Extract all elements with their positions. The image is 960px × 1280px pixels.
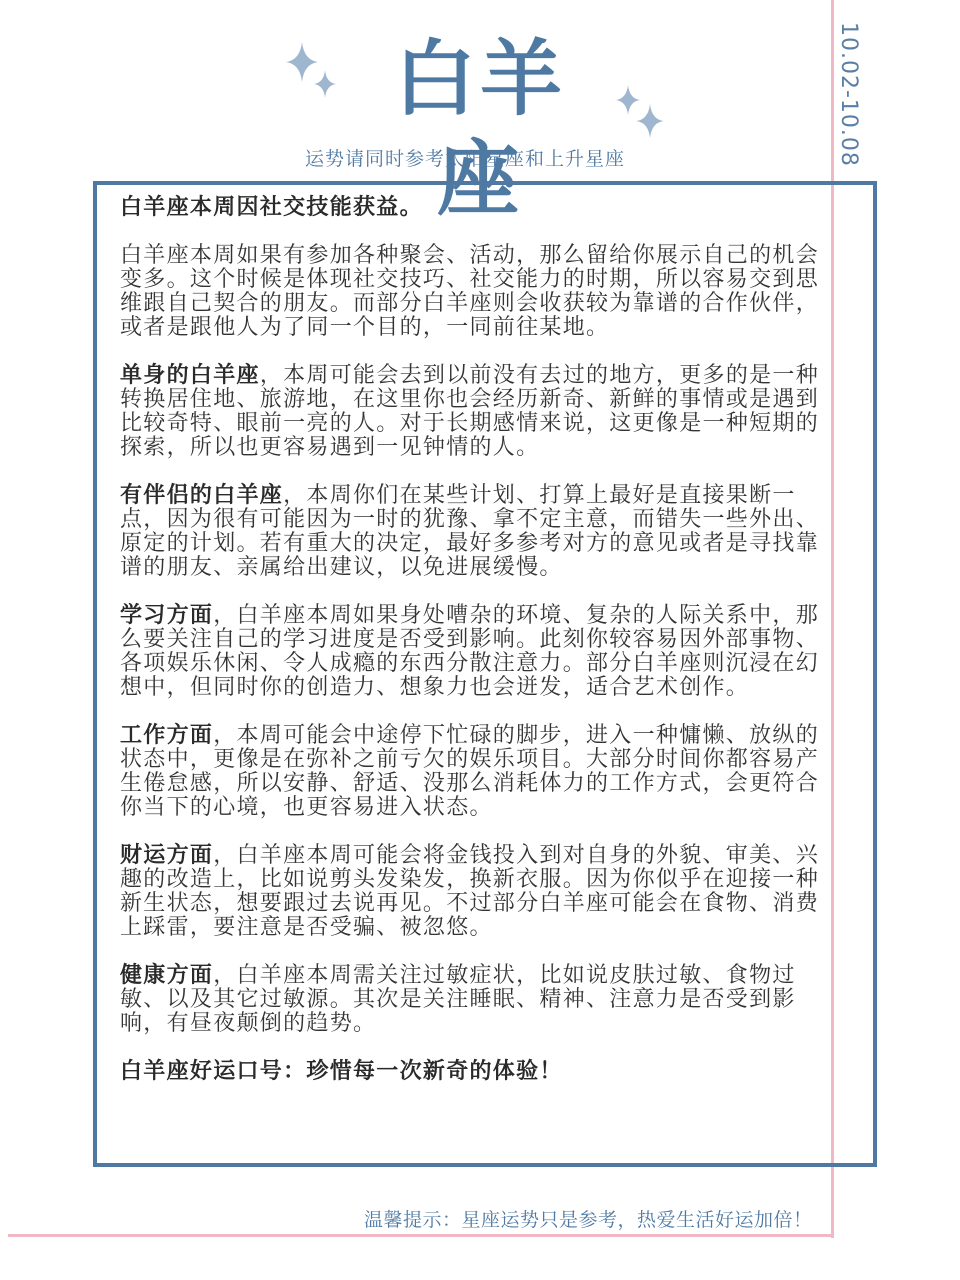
headline: 白羊座本周因社交技能获益。	[120, 195, 423, 220]
section-work: 工作方面，本周可能会中途停下忙碌的脚步，进入一种慵懒、放纵的状态中，更像是在弥补之前亏欠的娱乐项目。大部分时间你都容易产生倦怠感，所以安静、舒适、没那么消耗体力的工作方式，会更符合你当下的心境，也更容易进入状态。	[120, 723, 820, 820]
footer-tip: 温馨提示：星座运势只是参考，热爱生活好运加倍！	[364, 1209, 813, 1231]
section-single: 单身的白羊座，本周可能会去到以前没有去过的地方，更多的是一种转换居住地、旅游地，在这里你也会经历新奇、新鲜的事情或是遇到比较奇特、眼前一亮的人。对于长期感情来说，这更像是一种短期的探索，所以也更容易遇到一见钟情的人。	[120, 363, 820, 460]
page-title: 白羊座	[393, 32, 566, 227]
date-range: 10.02-10.08	[836, 22, 861, 167]
section-study: 学习方面，白羊座本周如果身处嘈杂的环境、复杂的人际关系中，那么要关注自己的学习进度是否受到影响。此刻你较容易因外部事物、各项娱乐休闲、令人成瘾的东西分散注意力。部分白羊座则沉浸在幻想中，但同时你的创造力、想象力也会迸发，适合艺术创作。	[120, 603, 820, 700]
section-finance: 财运方面，白羊座本周可能会将金钱投入到对自身的外貌、审美、兴趣的改造上，比如说剪头发染发，换新衣服。因为你似乎在迎接一种新生状态，想要跟过去说再见。不过部分白羊座可能会在食物、消费上踩雷，要注意是否受骗、被忽悠。	[120, 843, 820, 940]
sparkle-icon	[314, 70, 336, 98]
section-health: 健康方面，白羊座本周需关注过敏症状，比如说皮肤过敏、食物过敏、以及其它过敏源。其次是关注睡眠、精神、注意力是否受到影响，有昼夜颠倒的趋势。	[120, 963, 796, 1036]
subtitle: 运势请同时参考太阳星座和上升星座	[304, 148, 625, 170]
article-body	[120, 196, 820, 1108]
slogan: 白羊座好运口号：珍惜每一次新奇的体验！	[120, 1059, 563, 1084]
sparkle-icon	[636, 104, 664, 138]
intro-paragraph: 白羊座本周如果有参加各种聚会、活动，那么留给你展示自己的机会变多。这个时候是体现社交技巧、社交能力的时期，所以容易交到思维跟自己契合的朋友。而部分白羊座则会收获较为靠谱的合作伙伴，或者是跟他人为了同一个目的，一同前往某地。	[120, 243, 820, 340]
section-partner: 有伴侣的白羊座，本周你们在某些计划、打算上最好是直接果断一点，因为很有可能因为一时的犹豫、拿不定主意，而错失一些外出、原定的计划。若有重大的决定，最好多参考对方的意见或者是寻找靠谱的朋友、亲属给出建议，以免进展缓慢。	[120, 483, 820, 580]
pink-horizontal-line	[8, 1234, 834, 1237]
